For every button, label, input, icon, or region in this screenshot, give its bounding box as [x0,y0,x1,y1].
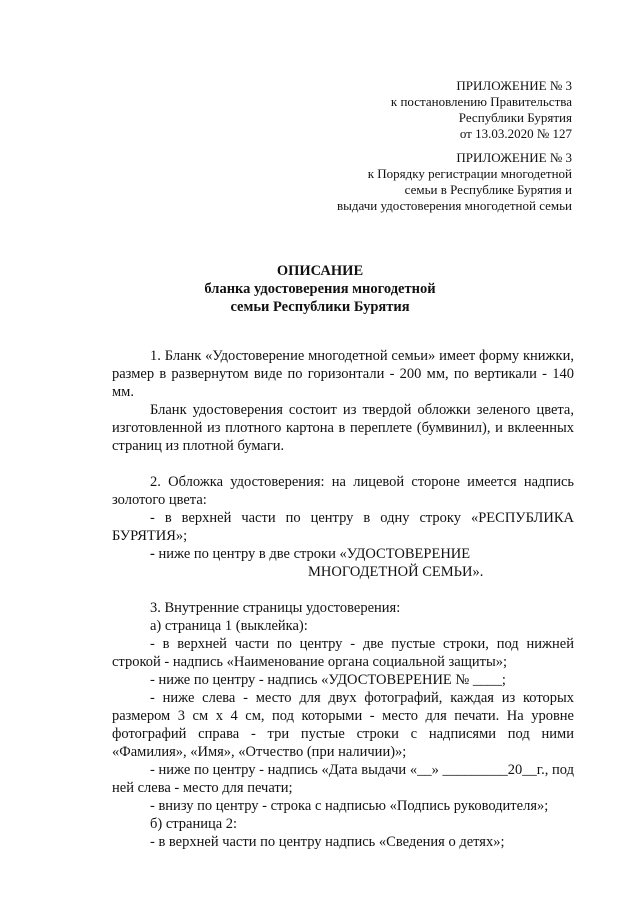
header-line: выдачи удостоверения многодетной семьи [337,198,572,213]
paragraph: - в верхней части по центру - две пустые строки, под нижней строкой - надпись «Наименование органа социальной защиты»; [112,636,574,670]
paragraph: а) страница 1 (выклейка): [150,618,308,634]
appendix-header-government [391,78,572,142]
paragraph: 3. Внутренние страницы удостоверения: [150,600,401,616]
document-title [0,262,640,316]
paragraph-continuation: МНОГОДЕТНОЙ СЕМЬИ». [308,564,484,580]
paragraph: Бланк удостоверения состоит из твердой обложки зеленого цвета, изготовленной из плотного картона в переплете (бумвинил), и вклеенных страниц из плотной бумаги. [112,402,574,454]
paragraph: - в верхней части по центру надпись «Сведения о детях»; [150,834,505,850]
paragraph-text: ниже по центру в две строки «УДОСТОВЕРЕНИЕ [154,546,471,562]
document-body [112,347,574,851]
paragraph: 1. Бланк «Удостоверение многодетной семьи» имеет форму книжки, размер в развернутом виде по горизонтали - 200 мм, по вертикали - 140 мм. [112,348,574,400]
title-line: бланка удостоверения многодетной [204,281,436,297]
title-line: ОПИСАНИЕ [276,263,364,279]
paragraph: - в верхней части по центру в одну строку «РЕСПУБЛИКА БУРЯТИЯ»; [112,510,574,544]
header-line: к постановлению Правительства [390,94,572,109]
paragraph: б) страница 2: [150,816,238,832]
header-line: от 13.03.2020 № 127 [459,126,572,141]
header-line: Республики Бурятия [458,110,572,125]
paragraph: - ниже по центру - надпись «Дата выдачи «__» _________20__г., под ней слева - место для печати; [112,762,574,796]
dash-mark: - [150,546,155,562]
appendix-header-procedure [337,150,572,214]
header-line: ПРИЛОЖЕНИЕ № 3 [456,150,572,165]
title-line: семьи Республики Бурятия [230,299,410,315]
header-line: к Порядку регистрации многодетной [367,166,572,181]
paragraph: 2. Обложка удостоверения: на лицевой стороне имеется надпись золотого цвета: [112,474,574,508]
paragraph: - внизу по центру - строка с надписью «Подпись руководителя»; [150,798,549,814]
header-line: ПРИЛОЖЕНИЕ № 3 [456,78,572,93]
paragraph [112,545,574,563]
paragraph: - ниже по центру - надпись «УДОСТОВЕРЕНИЕ № ____; [150,672,506,688]
header-line: семьи в Республике Бурятия и [404,182,572,197]
paragraph: - ниже слева - место для двух фотографий, каждая из которых размером 3 см х 4 см, под которыми - место для печати. На уровне фотографий справа - три пустые строки с надписями под ними «Фамилия», «Имя», «Отчество (при наличии)»; [112,690,574,760]
